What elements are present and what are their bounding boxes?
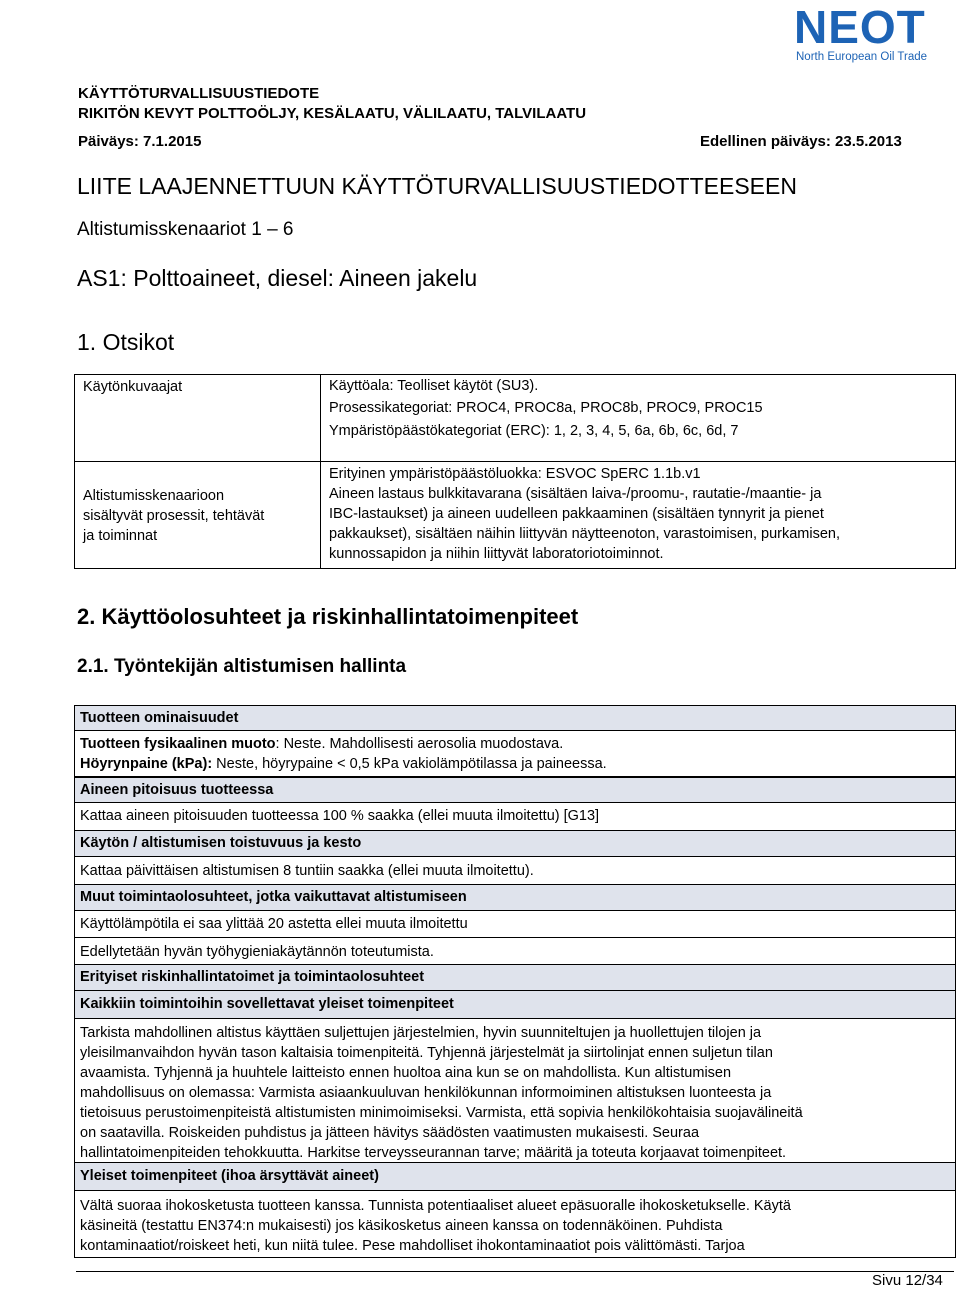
- text-line: tietoisuus perustoimenpiteistä altistumisten minimoimiseksi. Varmista, että sopivia henkilökohtaisia suojavälineitä: [80, 1105, 803, 1121]
- frequency-text: Kattaa päivittäisen altistumisen 8 tuntiin saakka (ellei muuta ilmoitettu).: [74, 856, 956, 885]
- value-line: Käyttöala: Teolliset käytöt (SU3).: [329, 378, 539, 394]
- physical-form-label: Tuotteen fysikaalinen muoto: [80, 736, 276, 752]
- text-line: mahdollisuus on olemassa: Varmista asiaankuuluvan henkilökunnan informoiminen altistuksen luonteesta ja: [80, 1085, 772, 1101]
- text-line: Vältä suoraa ihokosketusta tuotteen kanssa. Tunnista potentiaaliset alueet epäsuoralle ihokosketukselle. Käytä: [80, 1198, 791, 1214]
- logo-wordmark: NEOT: [794, 1, 926, 53]
- vapour-pressure-text: Neste, höyrypaine < 0,5 kPa vakiolämpötilassa ja paineessa.: [212, 756, 607, 772]
- other-conditions-header: Muut toimintaolosuhteet, jotka vaikuttavat altistumiseen: [74, 884, 956, 911]
- skin-measures-header: Yleiset toimenpiteet (ihoa ärsyttävät aineet): [74, 1162, 956, 1191]
- row-value-cell: [321, 462, 956, 569]
- text-line: käsineitä (testattu EN374:n mukaisesti) jos käsikosketus aineen kanssa on todennäköinen. Puhdista: [80, 1218, 723, 1234]
- descriptor-label: Käytönkuvaajat: [83, 379, 183, 395]
- issue-date: Päiväys: 7.1.2015: [78, 133, 202, 150]
- company-logo: [794, 1, 934, 68]
- physical-form-line: [80, 734, 950, 754]
- text-line: hallintatoimenpiteiden tehokkuutta. Harkitse terveysseurannan tarve; määritä ja toteuta korjaavat toimenpiteet.: [80, 1145, 787, 1161]
- text-line: Tarkista mahdollinen altistus käyttäen suljettujen järjestelmien, hyvin suunniteltujen ja huollettujen tilojen ja: [80, 1025, 762, 1041]
- product-properties-header: Tuotteen ominaisuudet: [74, 705, 956, 731]
- row-label-cell: [75, 375, 321, 462]
- product-properties-box: [74, 730, 956, 777]
- value-line: Aineen lastaus bulkkitavarana (sisältäen laiva-/proomu-, rautatie-/maantie- ja: [329, 486, 822, 502]
- skin-measures-text: [74, 1190, 956, 1258]
- frequency-header: Käytön / altistumisen toistuvuus ja kesto: [74, 830, 956, 857]
- row-label-cell: [75, 462, 321, 569]
- general-measures-header: Kaikkiin toimintoihin sovellettavat yleiset toimenpiteet: [74, 990, 956, 1019]
- other-conditions-text-2: Edellytetään hyvän työhygieniakäytännön toteutumista.: [74, 937, 956, 965]
- text-line: yleisilmanvaihdon hyvän tason kaltaisia toimenpiteitä. Tyhjennä järjestelmät ja siirtolinjat ennen suljetun tilan: [80, 1045, 773, 1061]
- vapour-pressure-label: Höyrynpaine (kPa):: [80, 756, 213, 772]
- logo-tagline: North European Oil Trade: [796, 51, 928, 63]
- label-line: sisältyvät prosessit, tehtävät: [83, 508, 265, 524]
- value-line: pakkaukset), sisältäen näihin liittyvän näytteenoton, varastoimisen, purkamisen,: [329, 526, 840, 542]
- annex-title: LIITE LAAJENNETTUUN KÄYTTÖTURVALLISUUSTIEDOTTEESEEN: [77, 173, 797, 199]
- physical-form-text: : Neste. Mahdollisesti aerosolia muodostava.: [275, 736, 564, 752]
- special-measures-header: Erityiset riskinhallintatoimet ja toimintaolosuhteet: [74, 964, 956, 991]
- scenarios-title: Altistumisskenaariot 1 – 6: [77, 219, 294, 240]
- table-row: [75, 375, 956, 462]
- vapour-pressure-line: [80, 754, 950, 774]
- text-line: avaamista. Tyhjennä ja huuhtele laitteisto ennen huoltoa aina kun se on mahdollista. Kun altistumisen: [80, 1065, 732, 1081]
- row-value-cell: [321, 375, 956, 462]
- general-measures-text: [74, 1018, 956, 1163]
- footer-divider: [76, 1271, 954, 1272]
- product-name: RIKITÖN KEVYT POLTTOÖLJY, KESÄLAATU, VÄLILAATU, TALVILAATU: [78, 105, 587, 122]
- table-row: [75, 462, 956, 569]
- value-line: IBC-lastaukset) ja aineen uudelleen pakkaaminen (sisältäen tynnyrit ja pienet: [329, 506, 824, 522]
- document-type: KÄYTTÖTURVALLISUUSTIEDOTE: [78, 85, 320, 102]
- previous-date: Edellinen päiväys: 23.5.2013: [700, 133, 902, 150]
- label-line: ja toiminnat: [83, 528, 158, 544]
- subsection-title: 2.1. Työntekijän altistumisen hallinta: [77, 656, 407, 677]
- other-conditions-text-1: Käyttölämpötila ei saa ylittää 20 astetta ellei muuta ilmoitettu: [74, 910, 956, 938]
- value-line: Prosessikategoriat: PROC4, PROC8a, PROC8b, PROC9, PROC15: [329, 400, 763, 416]
- text-line: on saatavilla. Roiskeiden puhdistus ja jätteen hävitys säädösten vaatimusten mukaisesti. Seuraa: [80, 1125, 700, 1141]
- concentration-header: Aineen pitoisuus tuotteessa: [74, 777, 956, 803]
- text-line: kontaminaatiot/roiskeet heti, kun niitä tulee. Pese mahdolliset ihokontaminaatiot pois välittömästi. Tarjoa: [80, 1238, 745, 1254]
- value-line: Ympäristöpäästökategoriat (ERC): 1, 2, 3, 4, 5, 6a, 6b, 6c, 6d, 7: [329, 423, 739, 439]
- concentration-text: Kattaa aineen pitoisuuden tuotteessa 100 % saakka (ellei muuta ilmoitettu) [G13]: [74, 802, 956, 831]
- section-1-title: 1. Otsikot: [77, 329, 175, 355]
- headings-table: [74, 374, 956, 569]
- value-line: Erityinen ympäristöpäästöluokka: ESVOC SpERC 1.1b.v1: [329, 466, 701, 482]
- value-line: kunnossapidon ja niihin liittyvät laboratoriotoiminnot.: [329, 546, 664, 562]
- scenario-title: AS1: Polttoaineet, diesel: Aineen jakelu: [77, 265, 478, 291]
- section-2-title: 2. Käyttöolosuhteet ja riskinhallintatoimenpiteet: [77, 604, 579, 629]
- label-line: Altistumisskenaarioon: [83, 488, 225, 504]
- page-number: Sivu 12/34: [872, 1272, 943, 1289]
